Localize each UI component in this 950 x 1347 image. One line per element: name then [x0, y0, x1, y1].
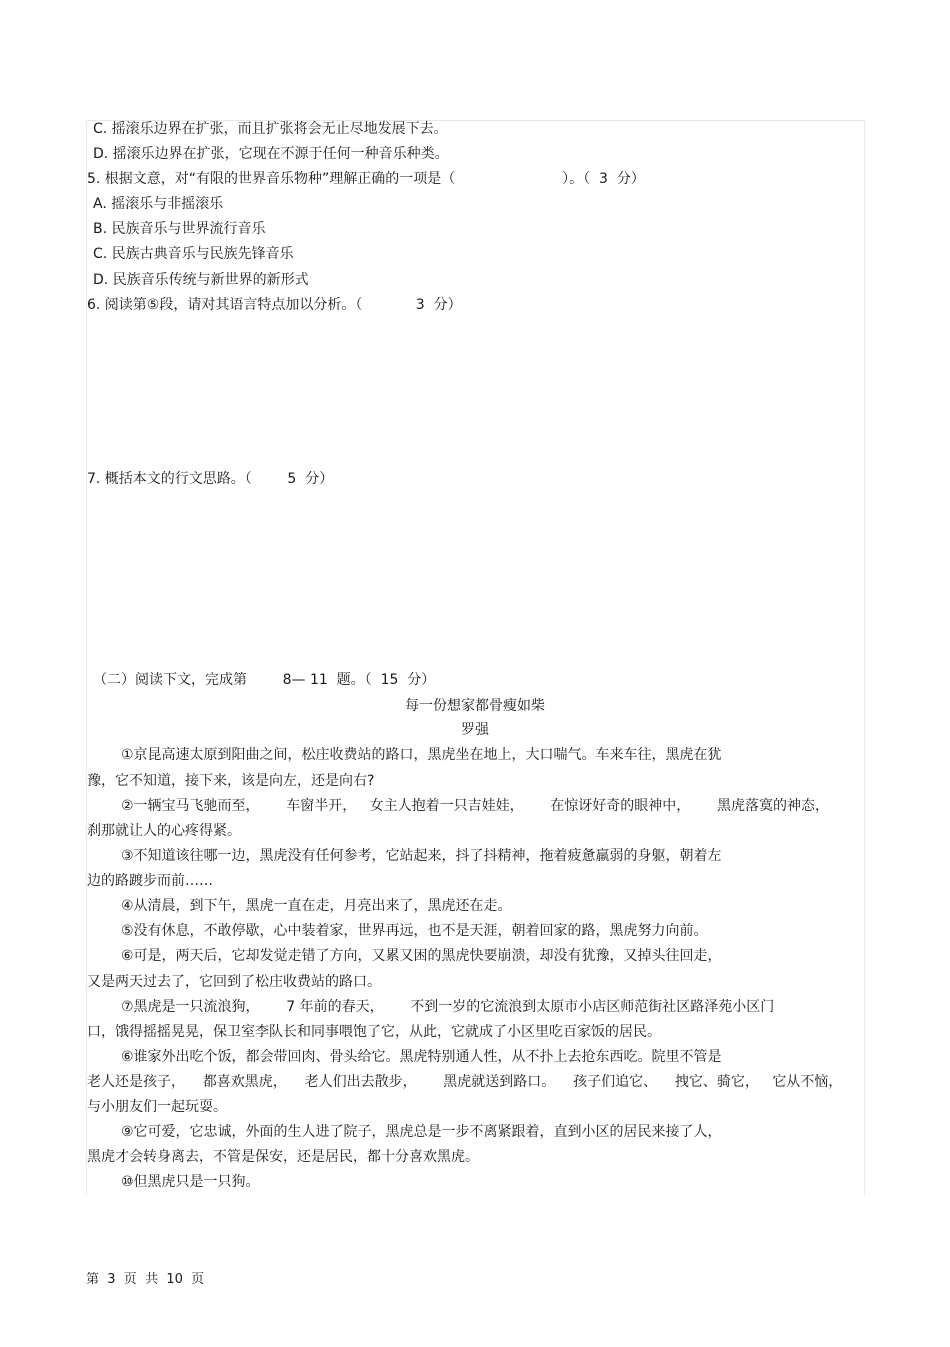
q5-option-b: B. 民族音乐与世界流行音乐 — [93, 221, 266, 237]
page-frame-right — [864, 120, 865, 1195]
passage-line: 口，饿得摇摇晃晃，保卫室李队长和同事喂饱了它，从此，它就成了小区里吃百家饭的居民。 — [87, 1024, 661, 1040]
q5-option-a: A. 摇滚乐与非摇滚乐 — [93, 196, 224, 212]
section-2-heading: （二）阅读下文，完成第 8— 11 题。（ 15 分） — [93, 672, 436, 688]
passage-line: 边的路踱步而前…… — [87, 873, 213, 889]
passage-line: ⑨它可爱，它忠诚，外面的生人进了院子，黑虎总是一步不离紧跟着，直到小区的居民来接了人， — [121, 1124, 722, 1140]
passage-line: 黑虎才会转身离去，不管是保安，还是居民，都十分喜欢黑虎。 — [87, 1149, 479, 1165]
question-6: 6. 阅读第⑤段，请对其语言特点加以分析。（ 3 分） — [87, 297, 462, 313]
passage-line: ②一辆宝马飞驰而至， 车窗半开， 女主人抱着一只吉娃娃， 在惊讶好奇的眼神中， 黑虎落寞的神态， — [121, 798, 830, 814]
passage-line: 豫，它不知道，接下来，该是向左，还是向右? — [87, 773, 375, 789]
passage-line: 老人还是孩子， 都喜欢黑虎， 老人们出去散步， 黑虎就送到路口。 孩子们追它、 拽它、骑它， 它从不恼， — [87, 1074, 843, 1090]
article-author: 罗强 — [461, 722, 489, 738]
passage-line: ④从清晨，到下午，黑虎一直在走，月亮出来了，黑虎还在走。 — [121, 898, 512, 914]
page-footer: 第 3 页 共 10 页 — [86, 1272, 205, 1287]
passage-line: ③不知道该往哪一边，黑虎没有任何参考，它站起来，抖了抖精神，拖着疲惫羸弱的身躯，朝着左 — [121, 848, 722, 864]
passage-line: 又是两天过去了，它回到了松庄收费站的路口。 — [87, 974, 381, 990]
passage-line: 刹那就让人的心疼得紧。 — [87, 823, 241, 839]
passage-line: ⑥可是，两天后，它却发觉走错了方向，又累又困的黑虎快要崩溃，却没有犹豫，又掉头往回走， — [121, 948, 722, 964]
q5-option-d: D. 民族音乐传统与新世界的新形式 — [93, 272, 309, 288]
q5-option-c: C. 民族古典音乐与民族先锋音乐 — [93, 246, 294, 262]
passage-line: ①京昆高速太原到阳曲之间，松庄收费站的路口，黑虎坐在地上，大口喘气。车来车往，黑虎在犹 — [121, 747, 722, 763]
option-c-prev: C. 摇滚乐边界在扩张，而且扩张将会无止尽地发展下去。 — [93, 121, 448, 137]
question-7: 7. 概括本文的行文思路。（ 5 分） — [87, 471, 334, 487]
article-title: 每一份想家都骨瘦如柴 — [405, 698, 545, 714]
passage-line: ⑦黑虎是一只流浪狗， 7 年前的春天， 不到一岁的它流浪到太原市小店区师范街社区路泽苑小区门 — [121, 999, 775, 1015]
passage-line: 与小朋友们一起玩耍。 — [87, 1099, 227, 1115]
passage-line: ⑤没有休息，不敢停歇，心中装着家，世界再远，也不是天涯，朝着回家的路，黑虎努力向前。 — [121, 923, 708, 939]
passage-line: ⑥谁家外出吃个饭，都会带回肉、骨头给它。黑虎特别通人性，从不扑上去抢东西吃。院里不管是 — [121, 1049, 722, 1065]
option-d-prev: D. 摇滚乐边界在扩张，它现在不源于任何一种音乐种类。 — [93, 146, 449, 162]
passage-line: ⑩但黑虎只是一只狗。 — [121, 1174, 260, 1190]
question-5-stem: 5. 根据文意，对“有限的世界音乐物种”理解正确的一项是（ ）。（ 3 分） — [87, 171, 645, 187]
